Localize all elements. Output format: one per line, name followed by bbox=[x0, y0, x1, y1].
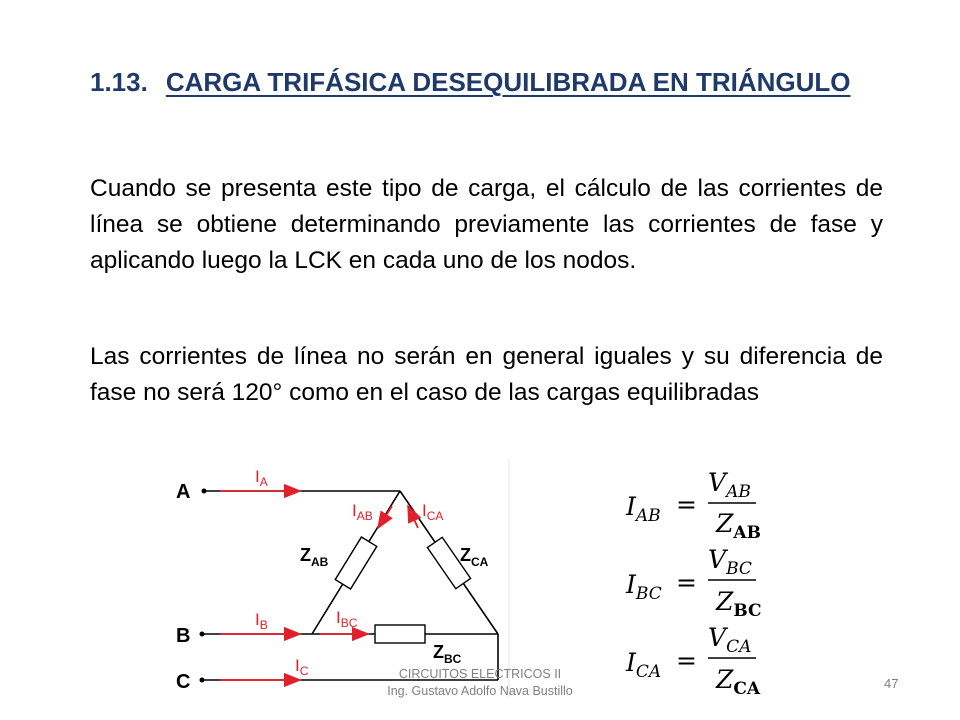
node-a-label: A bbox=[176, 481, 191, 503]
svg-text:VAB: $V_{AB}$ bbox=[708, 468, 751, 502]
svg-text:=: = bbox=[676, 646, 697, 675]
svg-text:ICA: $I_{CA}$ bbox=[626, 648, 662, 682]
label-ic: $I_C$ bbox=[295, 656, 309, 678]
label-zab: $Z_{AB}$ bbox=[300, 545, 329, 569]
current-arrows bbox=[220, 491, 418, 680]
svg-text:IAB: $I_{AB}$ bbox=[626, 492, 661, 526]
label-ia: $I_A$ bbox=[255, 467, 268, 489]
svg-text:=: = bbox=[676, 568, 697, 597]
svg-text:ZBC: $Z_{BC}$ bbox=[716, 587, 762, 621]
title-number: 1.13. bbox=[90, 67, 148, 97]
svg-text:VBC: $V_{BC}$ bbox=[708, 545, 752, 579]
paragraph-2: Las corrientes de línea no serán en general iguales y su diferencia de fase no será 120° como en el caso de las cargas equilibradas bbox=[90, 343, 883, 406]
slide-title bbox=[90, 64, 900, 100]
title-text: CARGA TRIFÁSICA DESEQUILIBRADA EN TRIÁNGULO bbox=[165, 67, 851, 97]
impedance-bc-box bbox=[375, 625, 425, 643]
junction-dots bbox=[200, 489, 207, 683]
svg-text:ZCA: $Z_{CA}$ bbox=[716, 665, 761, 699]
node-c-label: C bbox=[176, 671, 191, 693]
label-zca: $Z_{CA}$ bbox=[460, 545, 489, 569]
svg-text:VCA: $V_{CA}$ bbox=[708, 623, 752, 657]
slide-footer bbox=[330, 666, 630, 700]
arrow-iab bbox=[378, 506, 392, 528]
svg-text:=: = bbox=[676, 490, 697, 519]
svg-text:IBC: $I_{BC}$ bbox=[626, 570, 662, 604]
label-zbc: $Z_{BC}$ bbox=[433, 642, 462, 666]
svg-text:ZAB: $Z_{AB}$ bbox=[716, 509, 761, 543]
paragraph-1: Cuando se presenta este tipo de carga, el cálculo de las corrientes de línea se obtiene determinando previamente las corrientes de fase y aplicando luego la LCK en cada uno de los nodos. bbox=[90, 175, 883, 274]
phase-current-formulas bbox=[618, 458, 788, 703]
footer-author: Ing. Gustavo Adolfo Nava Bustillo bbox=[387, 684, 573, 698]
label-iab: $I_{AB}$ bbox=[352, 501, 373, 523]
footer-course: CIRCUITOS ELECTRICOS II bbox=[398, 667, 562, 681]
impedance-ab-box bbox=[335, 537, 377, 589]
label-ib: $I_B$ bbox=[255, 610, 268, 632]
label-ica: $I_{CA}$ bbox=[422, 501, 444, 523]
node-b-label: B bbox=[176, 625, 191, 647]
page-number: 47 bbox=[884, 676, 899, 691]
formula-ica bbox=[625, 623, 761, 699]
formula-ibc bbox=[625, 545, 762, 621]
label-ibc: $I_{BC}$ bbox=[336, 608, 358, 630]
formula-iab bbox=[625, 468, 761, 543]
